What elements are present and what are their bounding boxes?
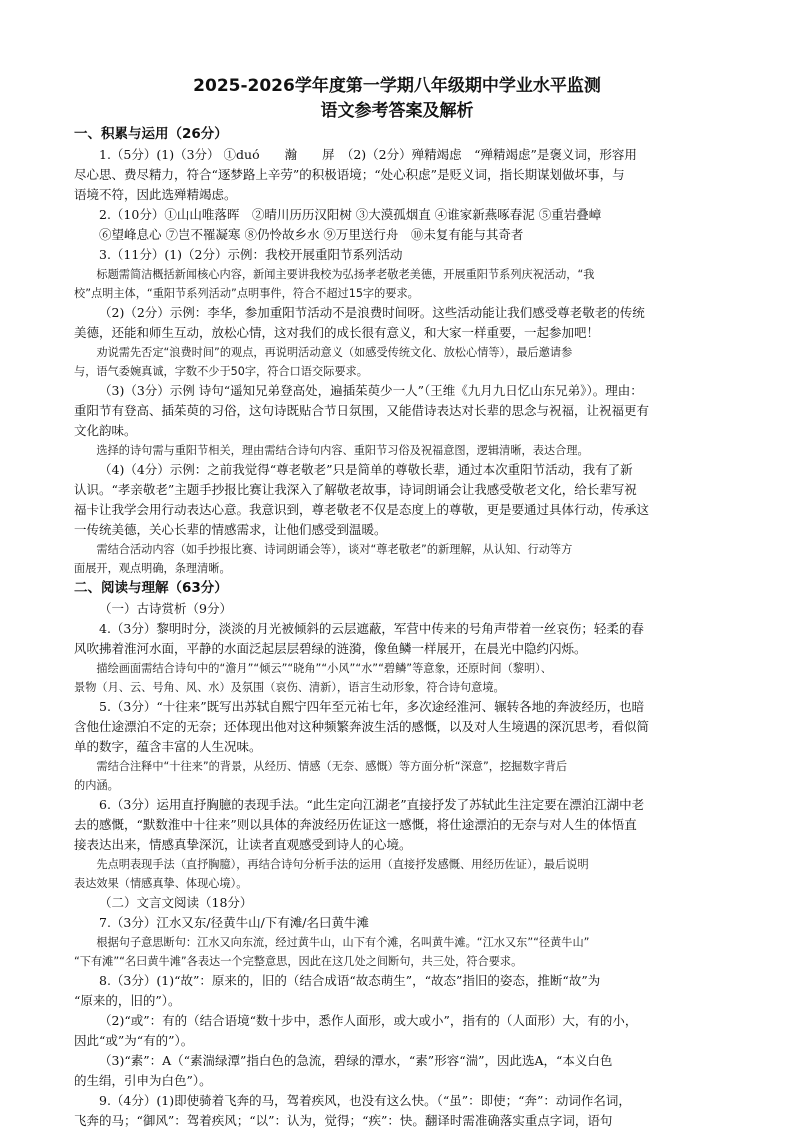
explanation-text: “下有滩”“名曰黄牛滩”各表达一个完整意思，因此在这几处之间断句，共三处，符合要求。 <box>74 955 523 968</box>
explanation-text: 选择的诗句需与重阳节相关，理由需结合诗句内容、重阳节习俗及祝福意图，逻辑清晰，表达合理。 <box>96 444 589 457</box>
explanation-text: 面展开，观点明确，条理清晰。 <box>74 562 231 575</box>
section-heading: 一、积累与运用（26分） <box>74 126 228 142</box>
answer-text: 美德，还能和师生互动，放松心情，这对我们的成长很有意义，和大家一样重要，一起参加吧！ <box>74 325 600 340</box>
answer-text: 1.（5分）(1)（3分） ①duó 瀚 屏 （2)（2分）殚精竭虑 “殚精竭虑”是褒义词，形容用 <box>99 147 637 162</box>
answer-text: （2)（2分）示例：李华，参加重阳节活动不是浪费时间呀。这些活动能让我们感受尊老敬老的传统 <box>99 305 645 320</box>
explanation-text: 根据句子意思断句：江水又向东流，经过黄牛山，山下有个滩，名叫黄牛滩。“江水又东”“径黄牛山” <box>96 936 590 949</box>
answer-text: 的生绢，引申为白色”）。 <box>74 1073 212 1088</box>
page-subtitle: 语文参考答案及解析 <box>320 101 474 121</box>
explanation-text: 与，语气委婉真诚，字数不少于50字，符合口语交际要求。 <box>74 365 368 378</box>
answer-text: 文化韵味。 <box>74 423 137 438</box>
explanation-text: 的内涵。 <box>74 779 119 792</box>
answer-text: 含他仕途漂泊不定的无奈；还体现出他对这种频繁奔波生活的感慨，以及对人生境遇的深沉思考，看似简 <box>74 719 650 734</box>
explanation-text: 表达效果（情感真挚、体现心境）。 <box>74 877 248 890</box>
explanation-text: 劝说需先否定“浪费时间”的观点，再说明活动意义（如感受传统文化、放松心情等），最后邀请参 <box>96 346 573 359</box>
answer-text: 飞奔的马；“御风”：驾着疾风；“以”：认为，觉得；“疾”：快。翻译时需准确落实重点字词，语句 <box>74 1113 613 1128</box>
answer-text: 4.（3分）黎明时分，淡淡的月光被倾斜的云层遮蔽，军营中传来的号角声带着一丝哀伤；轻柔的春 <box>99 621 644 636</box>
explanation-text: 标题需简洁概括新闻核心内容，新闻主要讲我校为弘扬孝老敬老美德，开展重阳节系列庆祝活动，“我 <box>96 268 595 281</box>
answer-text: （2)“或”：有的（结合语境“数十步中，悉作人面形，或大或小”，指有的（人面形）大，有的小， <box>99 1013 638 1028</box>
answer-text: 认识。“孝亲敬老”主题手抄报比赛让我深入了解敬老故事，诗词朗诵会让我感受敬老文化，给长辈写祝 <box>74 482 637 497</box>
answer-text: “原来的，旧的”）。 <box>74 993 181 1008</box>
answer-text: （3)（3分）示例 诗句“遥知兄弟登高处，遍插茱萸少一人”（王维《九月九日忆山东兄弟》）。理由： <box>99 383 643 398</box>
answer-text: 8.（3分）(1)“故”：原来的，旧的（结合成语“故态萌生”，“故态”指旧的姿态，推断“故”为 <box>99 973 601 988</box>
section-heading: 二、阅读与理解（63分） <box>74 580 228 596</box>
answer-text: 3.（11分）(1)（2分）示例：我校开展重阳节系列活动 <box>99 247 403 262</box>
answer-text: 风吹拂着淮河水面，平静的水面泛起层层碧绿的涟漪，像鱼鳞一样展开，在晨光中隐约闪烁。 <box>74 641 587 656</box>
answer-text: 因此“或”为“有的”）。 <box>74 1033 194 1048</box>
answer-text: 语境不符，因此选殚精竭虑。 <box>74 187 237 202</box>
answer-text: 7.（3分）江水又东/径黄牛山/下有滩/名曰黄牛滩 <box>99 915 370 930</box>
explanation-text: 校”点明主体，“重阳节系列活动”点明事件，符合不超过15字的要求。 <box>74 287 419 300</box>
answer-text: 尽心思、费尽精力，符合“逐梦路上辛劳”的积极语境；“处心积虑”是贬义词，指长期谋划做坏事，与 <box>74 167 625 182</box>
answer-text: 重阳节有登高、插茱萸的习俗，这句诗既贴合节日氛围，又能借诗表达对长辈的思念与祝福，让祝福更有 <box>74 403 650 418</box>
explanation-text: 景物（月、云、号角、风、水）及氛围（哀伤、清新），语言生动形象，符合诗句意境。 <box>74 681 505 694</box>
answer-text: 5.（3分）“十往来”既写出苏轼自熙宁四年至元祐七年，多次途经淮河、辗转各地的奔波经历，也暗 <box>99 699 645 714</box>
answer-text: 9.（4分）(1)即使骑着飞奔的马，驾着疾风，也没有这么快。（“虽”：即使；“奔”：动词作名词， <box>99 1093 631 1108</box>
answer-text: （3)“素”：A（“素湍绿潭”指白色的急流，碧绿的潭水，“素”形容“湍”，因此选A，“本义白色 <box>99 1053 613 1068</box>
explanation-text: 描绘画面需结合诗句中的“澹月”“倾云”“晓角”“小风”“水”“碧鳞”等意象，还原时间（黎明）、 <box>96 662 552 675</box>
explanation-text: 先点明表现手法（直抒胸臆），再结合诗句分析手法的运用（直接抒发感慨、用经历佐证），最后说明 <box>96 858 589 871</box>
explanation-text: 需结合注释中“十往来”的背景，从经历、情感（无奈、感慨）等方面分析“深意”，挖掘数字背后 <box>96 760 568 773</box>
answer-text: 单的数字，蕴含丰富的人生况味。 <box>74 739 262 754</box>
answer-text: 接表达出来，情感真挚深沉，让读者直观感受到诗人的心境。 <box>74 837 412 852</box>
answer-text: 一传统美德，关心长辈的情感需求，让他们感受到温暖。 <box>74 522 387 537</box>
answer-text: 2.（10分）①山山唯落晖 ②晴川历历汉阳树 ③大漠孤烟直 ④谁家新燕啄春泥 ⑤重岩叠嶂 <box>99 207 602 222</box>
page-title: 2025-2026学年度第一学期八年级期中学业水平监测 <box>193 76 601 96</box>
answer-text: （4)（4分）示例：之前我觉得“尊老敬老”只是简单的尊敬长辈，通过本次重阳节活动，我有了新 <box>99 462 633 477</box>
explanation-text: 需结合活动内容（如手抄报比赛、诗词朗诵会等），谈对“尊老敬老”的新理解，从认知、行动等方 <box>96 543 573 556</box>
answer-text: 福卡让我学会用行动表达心意。我意识到，尊老敬老不仅是态度上的尊敬，更是要通过具体行动，传承这 <box>74 502 650 517</box>
subsection-heading: （一）古诗赏析（9分） <box>99 601 232 616</box>
subsection-heading: （二）文言文阅读（18分） <box>99 895 253 910</box>
answer-text: 6.（3分）运用直抒胸臆的表现手法。“此生定向江湖老”直接抒发了苏轼此生注定要在漂泊江湖中老 <box>99 797 645 812</box>
answer-text: ⑥望峰息心 ⑦岂不罹凝寒 ⑧仍怜故乡水 ⑨万里送行舟 ⑩未复有能与其奇者 <box>99 227 524 242</box>
answer-text: 去的感慨，“默数淮中十往来”则以具体的奔波经历佐证这一感慨，将仕途漂泊的无奈与对人生的体悟直 <box>74 817 637 832</box>
